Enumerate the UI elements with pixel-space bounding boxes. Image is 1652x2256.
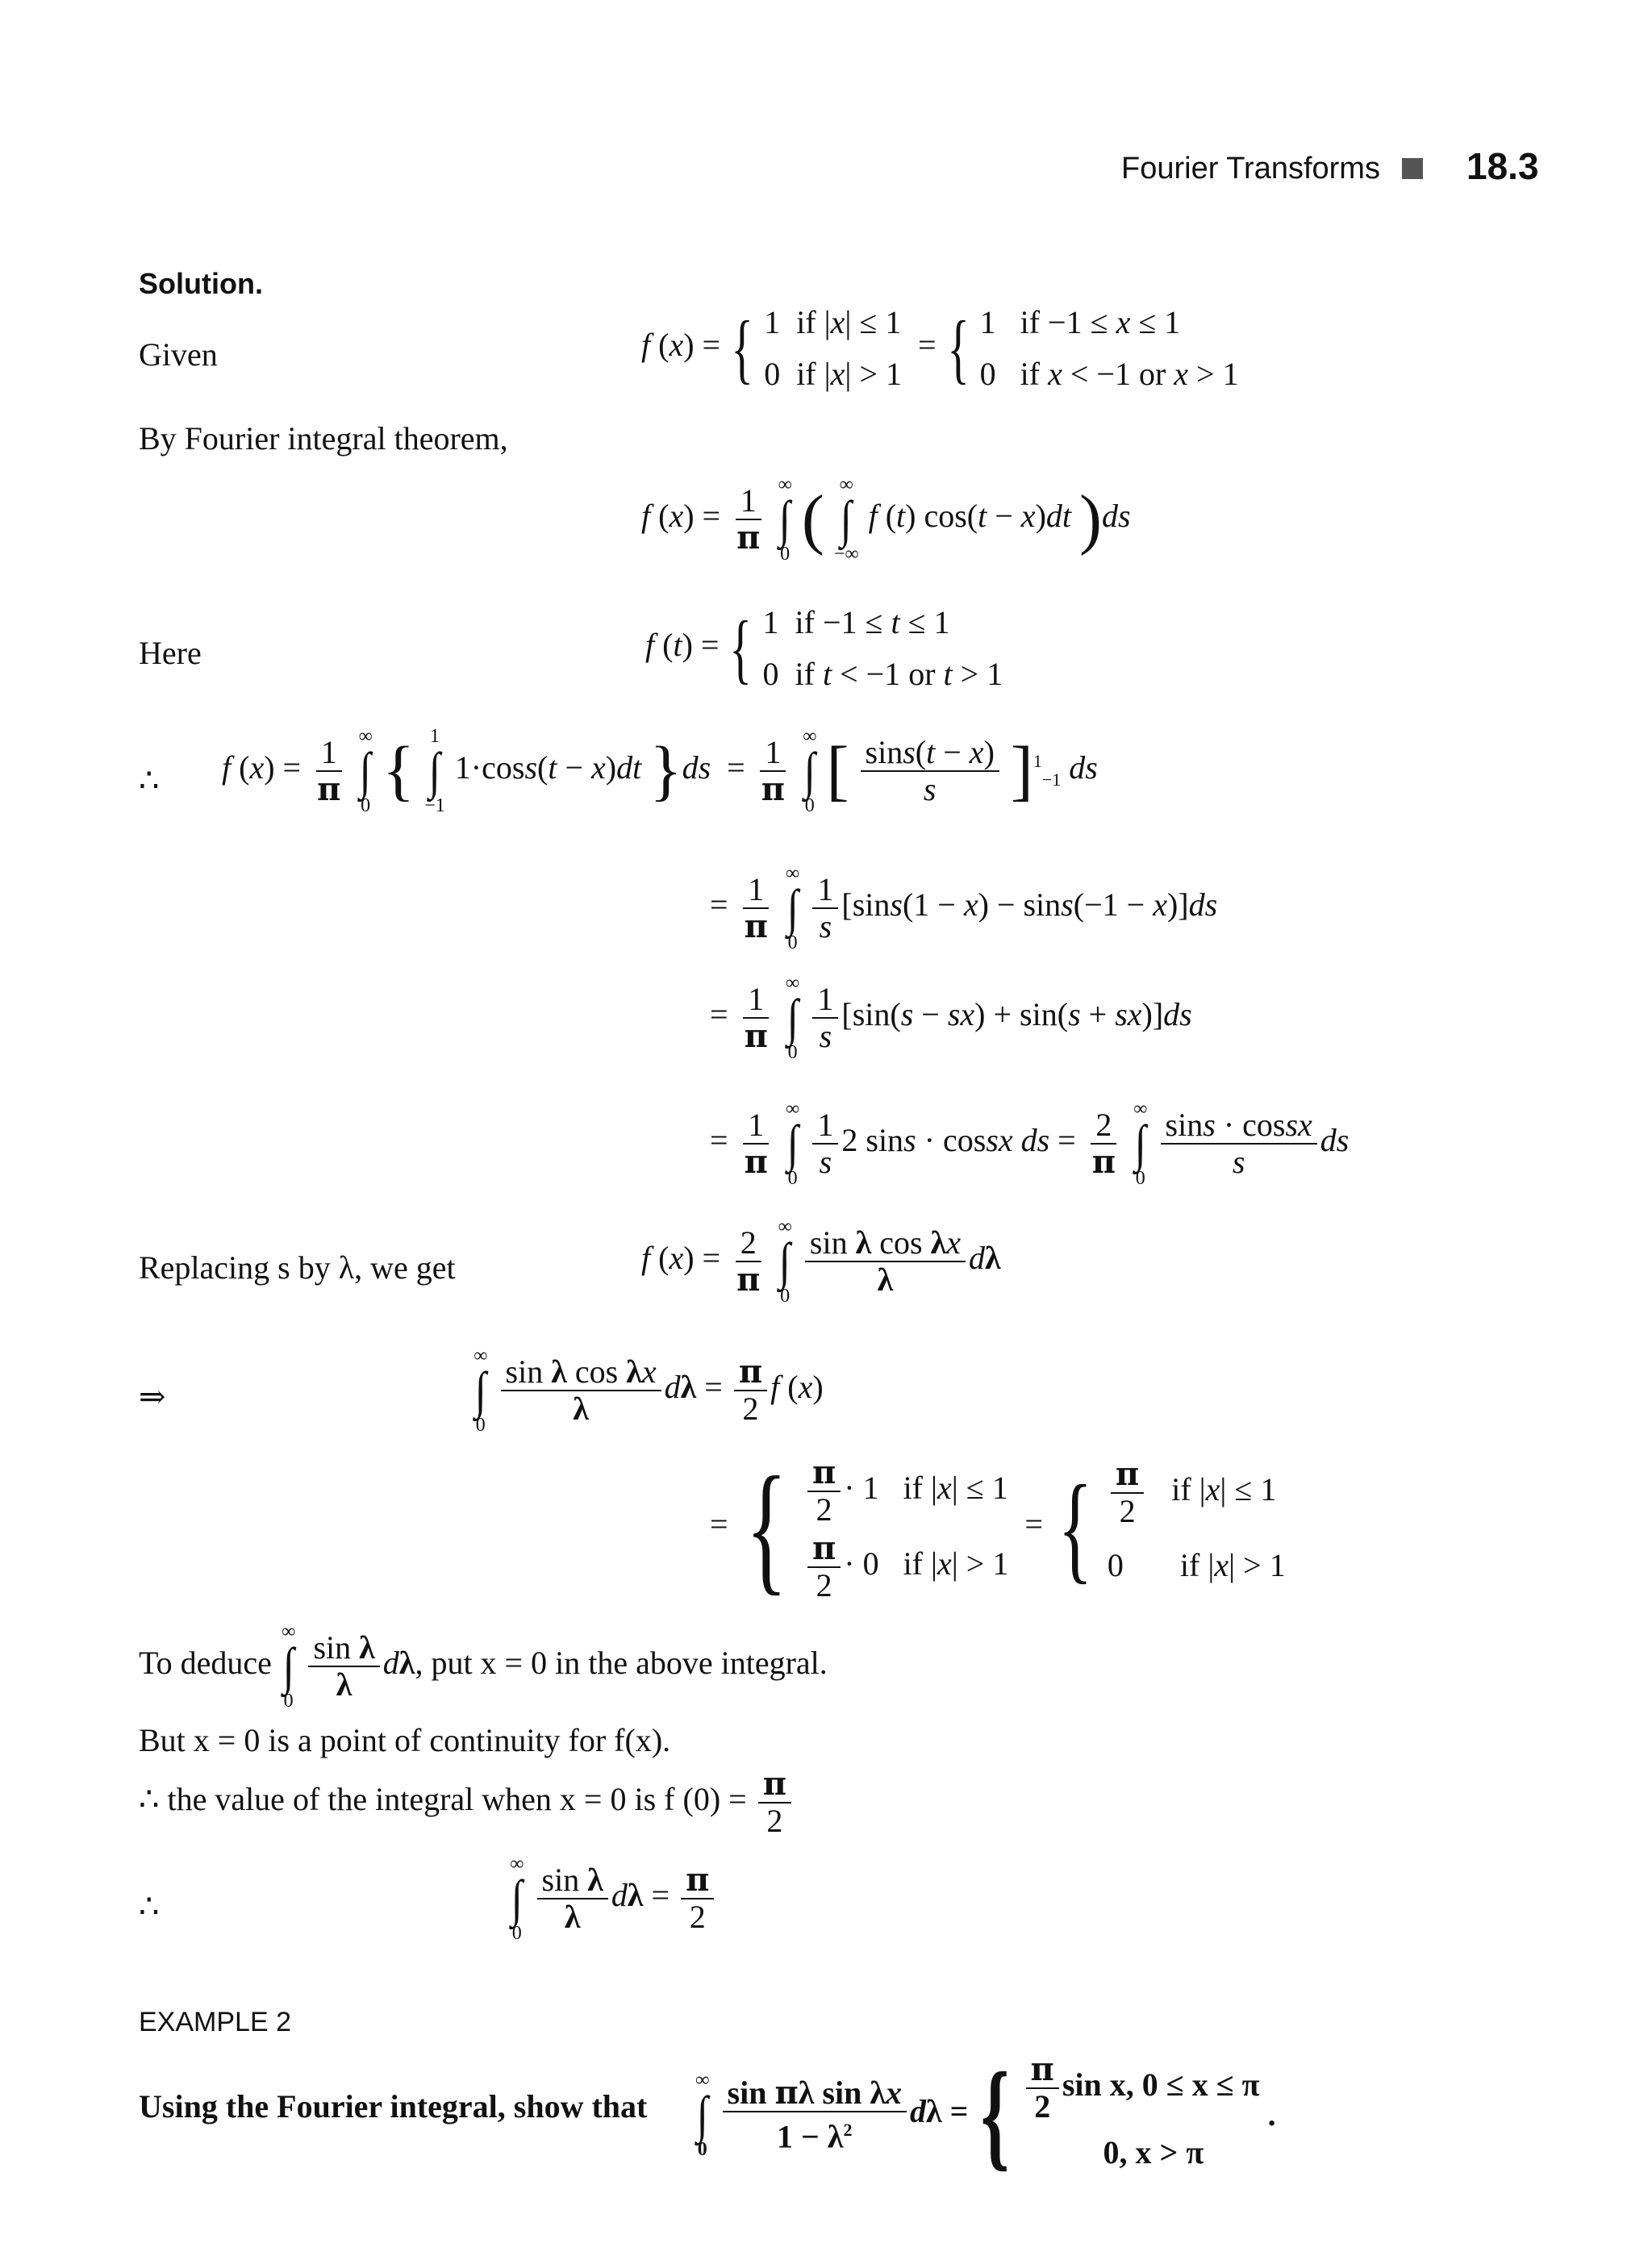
equation-f-of-t: f (t) = { 1 if −1 ≤ t ≤ 1 0 if t < −1 or t > 1 bbox=[645, 604, 1003, 692]
equation-step-4: = $\frac{1}{\pi}$ ∞ ∫ 0 $\frac{1}{s}$ 2 sins · cossx ds = $\frac{2}{\pi}$ ∞ ∫ 0 $\frac{\text{sins · cossx}}{s}$ ds bbox=[710, 1099, 1350, 1189]
equation-given-f: f (x) = { 1 if |x| ≤ 1 0 if |x| > 1 = { 1 if −1 ≤ x ≤ 1 0 if x < −1 or x > 1 bbox=[641, 304, 1239, 392]
example-case-1: sin x, 0 ≤ x ≤ π bbox=[1062, 2066, 1260, 2103]
equation-final: ∞ ∫ 0 $\frac{\text{sin λ}}{\lambda}$ dλ = $\frac{\pi}{2}$ bbox=[508, 1854, 717, 1944]
header-marker-square bbox=[1402, 158, 1423, 179]
running-title: Fourier Transforms bbox=[1121, 152, 1380, 186]
equation-step-2: = $\frac{1}{\pi}$ ∞ ∫ 0 $\frac{1}{s}$ [sins(1 − x) − sins(−1 − x)]ds bbox=[710, 863, 1218, 953]
example-equation: ∞ ∫ 0 $\frac{\text{sin πλ sin λx}}{1 - \lambda^2}$ dλ = { $\frac{\pi}{2}$ sin x, 0 ≤ x ≤ π 0, x > π . bbox=[695, 2047, 1276, 2182]
example-case-2: 0, x > π bbox=[1103, 2133, 1204, 2171]
implies-symbol: ⇒ bbox=[139, 1378, 166, 1415]
put-x0-text: , put x = 0 in the above integral. bbox=[415, 1645, 828, 1682]
therefore-symbol-1: ∴ bbox=[139, 762, 160, 799]
here-label: Here bbox=[139, 635, 202, 671]
equation-fourier-integral: f (x) = $\frac{1}{\pi}$ ∞ ∫ 0 ( ∞ ∫ −∞ f (t) cos(t − x)dt )ds bbox=[641, 474, 1131, 565]
to-deduce-line: To deduce ∞ ∫ 0 $\frac{\text{sin λ}}{\lambda}$ dλ, put x = 0 in the above integral. bbox=[139, 1621, 828, 1712]
fourier-theorem-text: By Fourier integral theorem, bbox=[139, 420, 508, 457]
equation-replaced: f (x) = $\frac{2}{\pi}$ ∞ ∫ 0 $\frac{\text{sin λ cos λx}}{\lambda}$ dλ bbox=[641, 1216, 1001, 1307]
example-label: EXAMPLE 2 bbox=[139, 2007, 291, 2037]
equation-step-3: = $\frac{1}{\pi}$ ∞ ∫ 0 $\frac{1}{s}$ [sin(s − sx) + sin(s + sx)]ds bbox=[710, 973, 1192, 1063]
solution-label: Solution. bbox=[139, 267, 263, 300]
given-label: Given bbox=[139, 336, 218, 373]
continuity-text: But x = 0 is a point of continuity for f(x). bbox=[139, 1722, 671, 1758]
replacing-text: Replacing s by λ, we get bbox=[139, 1249, 456, 1286]
equation-piecewise-result: = { $\frac{\pi}{2}$ · 1 if |x| ≤ 1 $\frac{\pi}{2}$ · 0 if |x| > 1 = { $\frac{\pi}{2}$ if |x| ≤ 1 0 if |x| > 1 bbox=[710, 1446, 1286, 1608]
to-deduce-label: To deduce bbox=[139, 1645, 272, 1682]
example-statement: Using the Fourier integral, show that bbox=[139, 2088, 648, 2125]
value-line: ∴ the value of the integral when x = 0 is f (0) = $\frac{\pi}{2}$ bbox=[139, 1766, 795, 1839]
therefore-symbol-2: ∴ bbox=[139, 1888, 160, 1924]
equation-substitution: f (x) = $\frac{1}{\pi}$ ∞ ∫ 0 { 1 ∫ −1 1·coss(t − x)dt }ds = $\frac{1}{\pi}$ ∞ ∫ 0 [ $\frac{\sin s(t - x)}{s}$ ]$^1_{-1}$ ds bbox=[222, 726, 1098, 816]
value-text: ∴ the value of the integral when x = 0 is f (0) = bbox=[139, 1781, 747, 1818]
equation-implies: ∞ ∫ 0 $\frac{\text{sin λ cos λx}}{\lambda}$ dλ = $\frac{\pi}{2}$ f (x) bbox=[473, 1345, 824, 1436]
page-number: 18.3 bbox=[1466, 145, 1539, 187]
